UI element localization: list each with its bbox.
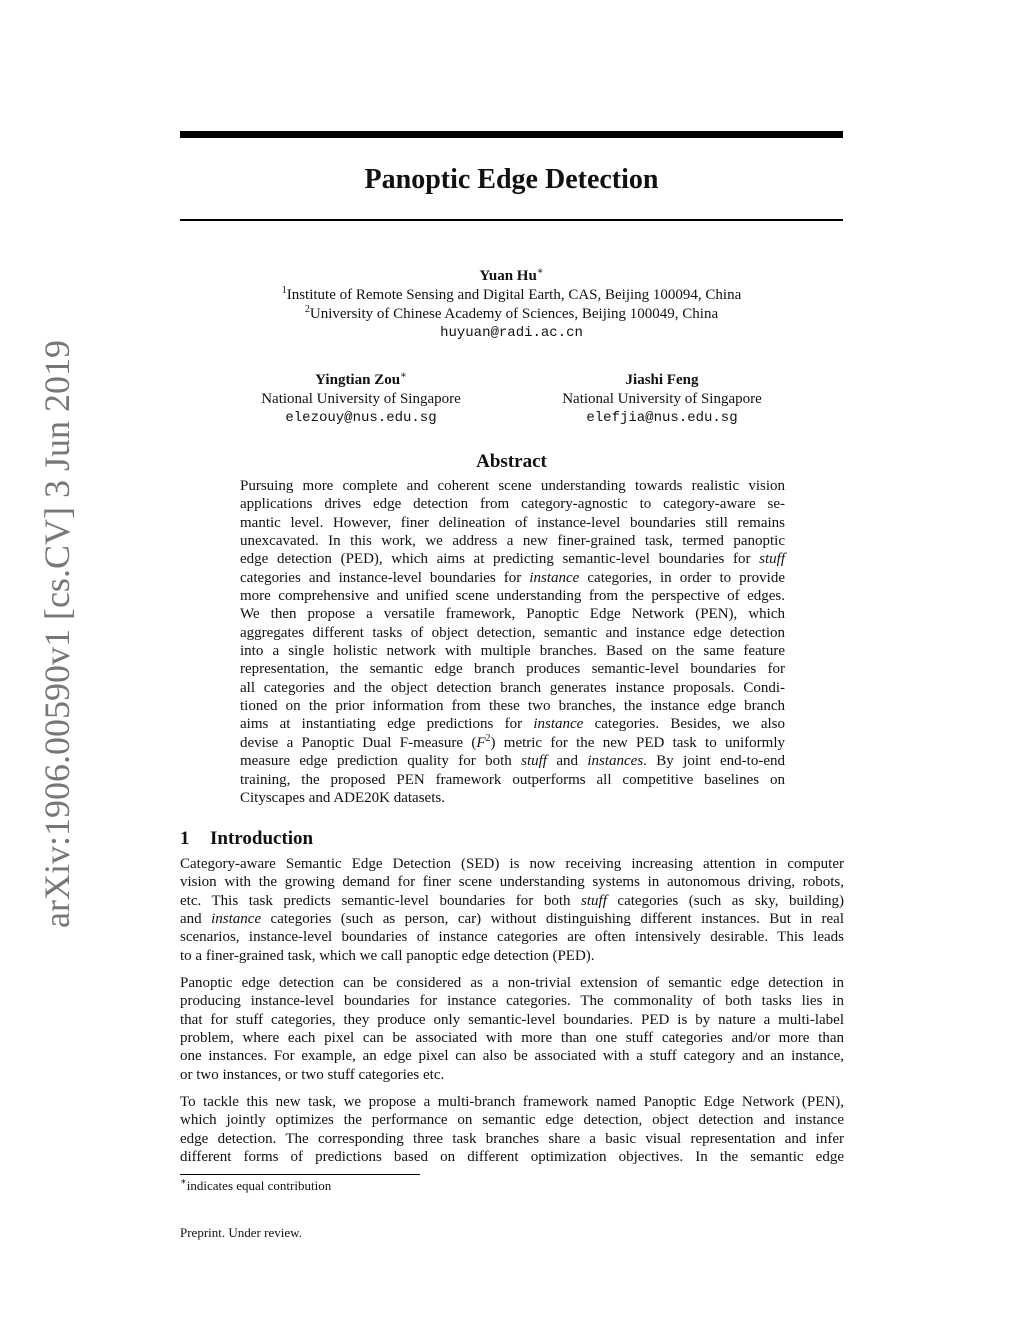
paragraph-line: vision with the growing demand for finer scene understanding systems in autonomous driving, robots, xyxy=(180,874,844,891)
abstract-line: devise a Panoptic Dual F-measure $(F^2)$ metric for the new PED task to uniformly xyxy=(240,732,785,751)
section-heading-introduction xyxy=(180,827,313,851)
author-left-name: Yingtian Zou∗ xyxy=(315,370,407,388)
abstract-line: all categories and the object detection branch generates instance proposals. Condi- xyxy=(240,679,785,696)
paragraph-line: and instance categories (such as person, car) without distinguishing different instances. But in real xyxy=(180,911,844,928)
abstract-line: edge detection (PED), which aims at predicting semantic-level boundaries for stuff xyxy=(240,551,785,568)
main-author-email: huyuan@radi.ac.cn xyxy=(440,325,583,341)
paragraph-line: or two instances, or two stuff categories etc. xyxy=(180,1066,445,1083)
title-rule-top xyxy=(180,131,843,138)
paragraph-line: Category-aware Semantic Edge Detection (SED) is now receiving increasing attention in computer xyxy=(180,856,844,872)
intro-paragraph-1 xyxy=(180,855,844,965)
intro-paragraph-3 xyxy=(180,1093,844,1166)
paragraph-line: different forms of predictions based on different optimization objectives. In the semantic edge xyxy=(180,1149,844,1166)
paragraph-line: to a finer-grained task, which we call panoptic edge detection (PED). xyxy=(180,947,595,964)
abstract-line: categories and instance-level boundaries for instance categories, in order to provide xyxy=(240,569,785,586)
abstract-line: Pursuing more complete and coherent scene understanding towards realistic vision xyxy=(240,478,785,494)
author-right-email: elefjia@nus.edu.sg xyxy=(586,410,738,426)
abstract-line: applications drives edge detection from category-agnostic to category-aware se- xyxy=(240,496,785,513)
abstract-line: representation, the semantic edge branch produces semantic-level boundaries for xyxy=(240,661,785,678)
paragraph-line: which jointly optimizes the performance on semantic edge detection, object detection and instance xyxy=(180,1112,844,1129)
paragraph-line: scenarios, instance-level boundaries of instance categories are often intensively desirable. This leads xyxy=(180,929,844,946)
abstract-line: tioned on the prior information from these two branches, the instance edge branch xyxy=(240,698,785,715)
abstract-line: into a single holistic network with multiple branches. Based on the same feature xyxy=(240,643,785,660)
author-left-email: elezouy@nus.edu.sg xyxy=(285,410,437,426)
author-right-name: Jiashi Feng xyxy=(625,372,699,388)
abstract-line: mantic level. However, finer delineation of instance-level boundaries still remains xyxy=(240,514,785,531)
paragraph-line: Panoptic edge detection can be considered as a non-trivial extension of semantic edge detection in xyxy=(180,975,844,991)
paragraph-line: producing instance-level boundaries for instance categories. The commonality of both tasks lies in xyxy=(180,993,844,1010)
author-right-block xyxy=(512,371,812,428)
author-left-block xyxy=(211,371,511,428)
paragraph-line: edge detection. The corresponding three task branches share a basic visual representation and infer xyxy=(180,1130,844,1147)
paragraph-line: one instances. For example, an edge pixel can also be associated with a stuff category and an instance, xyxy=(180,1048,844,1065)
affiliation-1: $^1$Institute of Remote Sensing and Digital Earth, CAS, Beijing 100094, China xyxy=(281,285,742,303)
section-number: 1 xyxy=(180,828,190,849)
paragraph-line: problem, where each pixel can be associated with more than one stuff categories and/or more than xyxy=(180,1030,844,1047)
abstract-line: Cityscapes and ADE20K datasets. xyxy=(240,789,445,806)
title-rule-bottom xyxy=(180,219,843,221)
preprint-footer: Preprint. Under review. xyxy=(180,1225,302,1240)
abstract-body xyxy=(240,477,785,807)
arxiv-stamp: arXiv:1906.00590v1 [cs.CV] 3 Jun 2019 xyxy=(37,340,77,928)
paragraph-line: etc. This task predicts semantic-level boundaries for both stuff categories (such as sky, building) xyxy=(180,892,844,909)
main-author-block xyxy=(180,267,843,343)
abstract-line: aims at instantiating edge predictions for instance categories. Besides, we also xyxy=(240,716,785,733)
author-right-affiliation: National University of Singapore xyxy=(562,391,762,407)
section-title: Introduction xyxy=(210,828,314,849)
footnote: ∗indicates equal contribution xyxy=(180,1176,332,1193)
paragraph-line: that for stuff categories, they produce only semantic-level boundaries. PED is by nature a multi-label xyxy=(180,1011,844,1028)
abstract-line: aggregates different tasks of object detection, semantic and instance edge detection xyxy=(240,624,785,641)
abstract-line: We then propose a versatile framework, Panoptic Edge Network (PEN), which xyxy=(240,606,785,623)
abstract-line: unexcavated. In this work, we address a new finer-grained task, termed panoptic xyxy=(240,533,785,550)
intro-paragraph-2 xyxy=(180,974,844,1084)
paragraph-line: To tackle this new task, we propose a multi-branch framework named Panoptic Edge Network (PEN), xyxy=(180,1094,844,1110)
paper-title: Panoptic Edge Detection xyxy=(364,164,659,195)
abstract-line: measure edge prediction quality for both stuff and instances. By joint end-to-end xyxy=(240,753,785,770)
affiliation-2: $^2$University of Chinese Academy of Sciences, Beijing 100049, China xyxy=(304,304,719,322)
abstract-heading: Abstract xyxy=(476,451,547,472)
footnote-rule xyxy=(180,1174,420,1175)
main-author-name: Yuan Hu∗ xyxy=(479,266,544,284)
abstract-line: training, the proposed PEN framework outperforms all competitive baselines on xyxy=(240,771,785,788)
author-left-affiliation: National University of Singapore xyxy=(261,391,461,407)
abstract-line: more comprehensive and unified scene understanding from the perspective of edges. xyxy=(240,588,785,605)
